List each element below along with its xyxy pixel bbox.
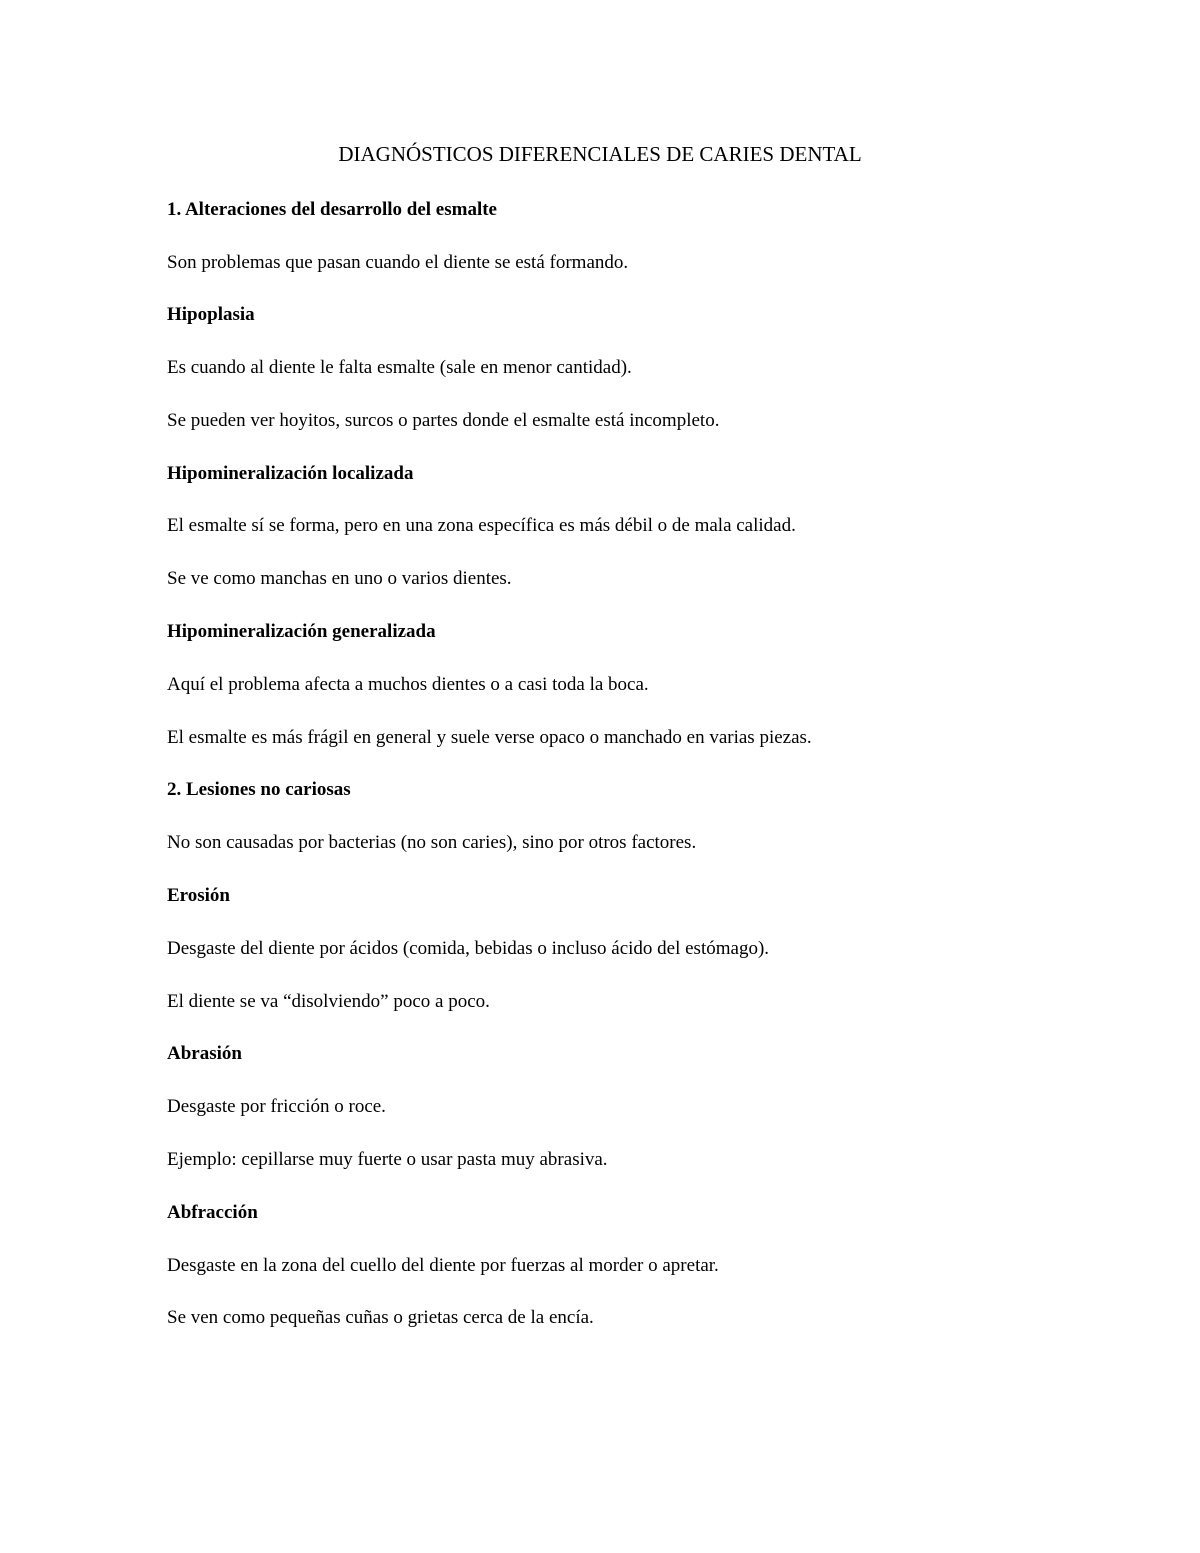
subsection-heading: Hipomineralización generalizada	[167, 621, 436, 642]
paragraph-line: El esmalte es más frágil en general y suele verse opaco o manchado en varias piezas.	[167, 727, 812, 748]
subsection-heading: Abfracción	[167, 1202, 258, 1223]
subsection-heading: Abrasión	[167, 1043, 242, 1064]
paragraph-line: Aquí el problema afecta a muchos dientes o a casi toda la boca.	[167, 674, 649, 695]
subsection-heading: Erosión	[167, 885, 231, 906]
paragraph-line: Se pueden ver hoyitos, surcos o partes donde el esmalte está incompleto.	[167, 410, 720, 431]
paragraph-line: Se ve como manchas en uno o varios dientes.	[167, 568, 512, 589]
paragraph-line: Se ven como pequeñas cuñas o grietas cerca de la encía.	[167, 1307, 594, 1328]
subsection-heading: Hipomineralización localizada	[167, 463, 414, 484]
paragraph-line: Ejemplo: cepillarse muy fuerte o usar pasta muy abrasiva.	[167, 1149, 608, 1170]
paragraph-line: El esmalte sí se forma, pero en una zona específica es más débil o de mala calidad.	[167, 515, 796, 536]
subsection-heading: Hipoplasia	[167, 304, 255, 325]
document-title: DIAGNÓSTICOS DIFERENCIALES DE CARIES DENTAL	[338, 142, 862, 166]
paragraph-line: Es cuando al diente le falta esmalte (sale en menor cantidad).	[167, 357, 632, 378]
paragraph-line: Desgaste del diente por ácidos (comida, bebidas o incluso ácido del estómago).	[167, 938, 770, 959]
section-heading: 2. Lesiones no cariosas	[167, 779, 351, 800]
paragraph-line: Desgaste en la zona del cuello del diente por fuerzas al morder o apretar.	[167, 1255, 719, 1276]
paragraph-line: El diente se va “disolviendo” poco a poco.	[167, 991, 490, 1012]
paragraph-line: Desgaste por fricción o roce.	[167, 1096, 386, 1117]
section-heading: 1. Alteraciones del desarrollo del esmalte	[167, 199, 497, 220]
section-intro: Son problemas que pasan cuando el diente se está formando.	[167, 252, 629, 273]
section-intro: No son causadas por bacterias (no son caries), sino por otros factores.	[167, 832, 697, 853]
